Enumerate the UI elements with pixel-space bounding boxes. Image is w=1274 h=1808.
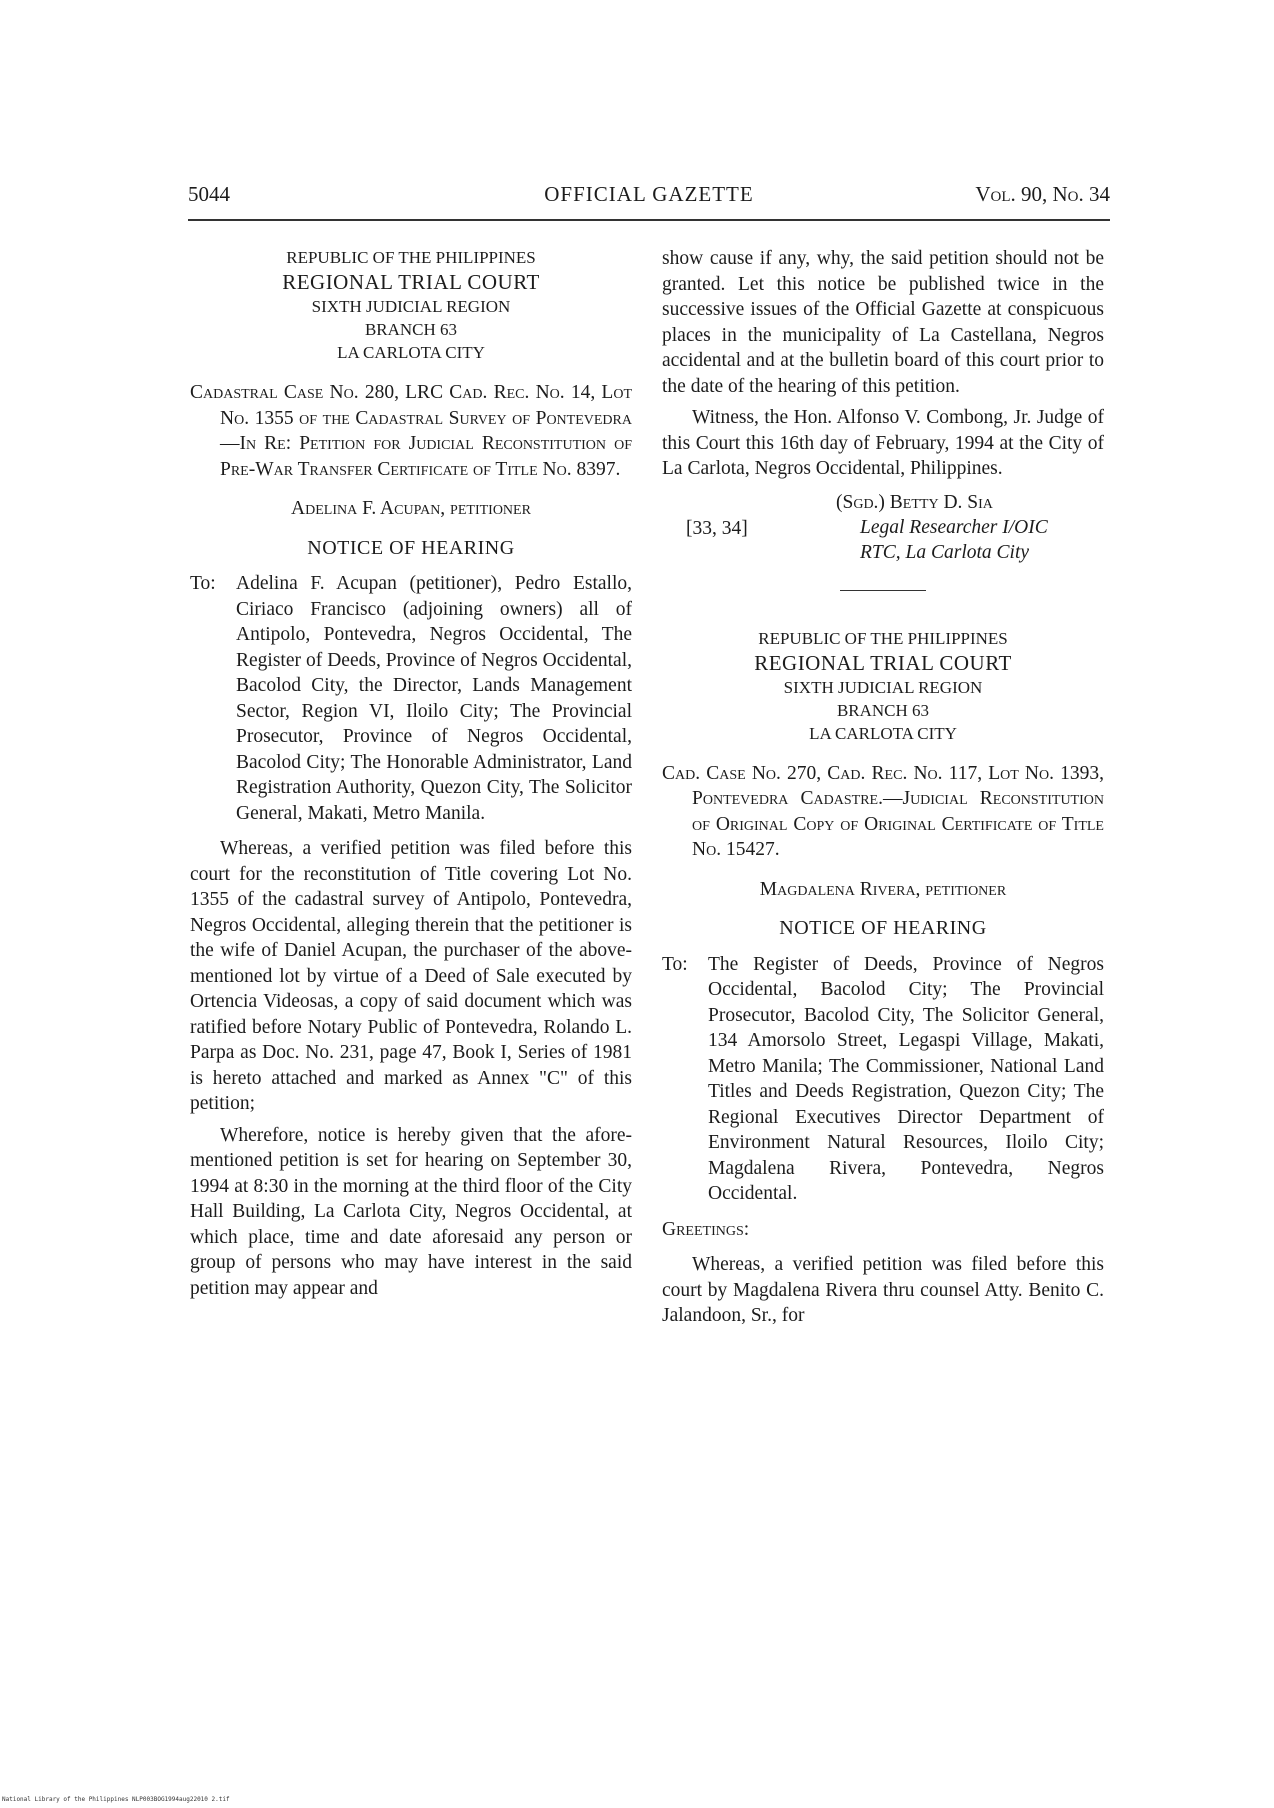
court-line-region: SIXTH JUDICIAL REGION — [783, 677, 983, 697]
gazette-title: OFFICIAL GAZETTE — [544, 182, 754, 206]
whereas-paragraph-1: Whereas, a verified petition was filed before this court for the reconstitution of Title covering Lot No. 1355 of the cadastral survey of Antipolo, Pontevedra, Negros Occidental, alleging therein that the petitioner is the wife of Daniel Acupan, the purchaser of the above-mentioned lot by virtue of a Deed of Sale executed by Ortencia Videosas, a copy of said document which was ratified before Notary Public of Pontevedra, Rolando L. Parpa as Doc. No. 231, page 47, Book I, Series of 1981 is hereto attached and marked as Annex "C" of this petition; — [190, 838, 632, 1114]
wherefore-paragraph-1: Wherefore, notice is hereby given that the afore-mentioned petition is set for hearing on September 30, 1994 at 8:30 in the morning at the third floor of the City Hall Building, La Carlota City, Negros Occidental, at which place, time and date aforesaid any person or group of persons who may have interest in the said petition may appear and — [190, 1124, 632, 1299]
signatory-title: Legal Researcher I/OIC — [860, 516, 1048, 538]
case-caption-2: Cad. Case No. 270, Cad. Rec. No. 117, Lot No. 1393, Pontevedra Cadastre.—Judicial Reconstitution of Original Copy of Original Certificate of Title No. 15427. — [662, 762, 1104, 860]
court-line-republic: REPUBLIC OF THE PHILIPPINES — [758, 628, 1008, 648]
court-line-city: LA CARLOTA CITY — [337, 343, 485, 362]
court-heading-1 — [190, 246, 632, 364]
court-line-region: SIXTH JUDICIAL REGION — [311, 297, 511, 316]
left-column — [190, 246, 632, 1307]
page-header — [188, 182, 1110, 212]
court-line-city: LA CARLOTA CITY — [809, 723, 957, 743]
whereas-paragraph-2: Whereas, a verified petition was filed before this court by Magdalena Rivera thru counsel Atty. Benito C. Jalandoon, Sr., for — [662, 1254, 1104, 1326]
signatory-office: RTC, La Carlota City — [860, 541, 1030, 563]
case-caption-1: Cadastral Case No. 280, LRC Cad. Rec. No. 14, Lot No. 1355 of the Cadastral Survey of Pontevedra—In Re: Petition for Judicial Reconstitution of Pre-War Transfer Certificate of Title No. 8397. — [190, 382, 632, 480]
addressees-1 — [190, 571, 632, 826]
continuation-paragraph-1: show cause if any, why, the said petition should not be granted. Let this notice be published twice in the successive issues of the Official Gazette at conspicuous places in the municipality of La Castellana, Negros accidental and at the bulletin board of this court prior to the date of the hearing of this petition. — [662, 248, 1104, 397]
signatory-name: (Sgd.) Betty D. Sia — [836, 491, 993, 513]
court-line-republic: REPUBLIC OF THE PHILIPPINES — [286, 248, 536, 267]
notice-separator — [840, 590, 926, 591]
greetings: Greetings: — [662, 1218, 750, 1240]
notice-title-1: NOTICE OF HEARING — [307, 536, 515, 559]
issue-bracket: [33, 34] — [686, 517, 748, 539]
to-label-2: To: — [662, 953, 688, 975]
court-line-rtc: REGIONAL TRIAL COURT — [282, 270, 540, 294]
scan-footer: National Library of the Philippines NLP003BOG1994aug22010 2.tif — [2, 1796, 230, 1803]
signature — [836, 490, 1048, 565]
addressees-2 — [662, 952, 1104, 1207]
page-number: 5044 — [188, 182, 230, 206]
witness-paragraph-1: Witness, the Hon. Alfonso V. Combong, Jr. Judge of this Court this 16th day of February, 1994 at the City of La Carlota, Negros Occidental, Philippines. — [662, 407, 1104, 479]
court-heading-2 — [662, 627, 1104, 745]
to-text-1: Adelina F. Acupan (petitioner), Pedro Estallo, Ciriaco Francisco (adjoining owners) all of Antipolo, Pontevedra, Negros Occidental, The Register of Deeds, Province of Negros Occidental, Bacolod City, the Director, Lands Management Sector, Region VI, Iloilo City; The Provincial Prosecutor, Province of Negros Occidental, Bacolod City; The Honorable Administrator, Land Registration Authority, Quezon City, The Solicitor General, Makati, Metro Manila. — [236, 573, 632, 824]
signature-block-1 — [662, 490, 1104, 568]
court-line-branch: BRANCH 63 — [364, 320, 458, 339]
petitioner-1: Adelina F. Acupan, petitioner — [291, 498, 531, 519]
court-line-rtc: REGIONAL TRIAL COURT — [754, 650, 1012, 675]
court-line-branch: BRANCH 63 — [836, 700, 930, 720]
volume-label: Vol. 90, No. 34 — [975, 182, 1110, 206]
to-text-2: The Register of Deeds, Province of Negros Occidental, Bacolod City; The Provincial Prosecutor, Bacolod City, The Solicitor General, 134 Amorsolo Street, Legaspi Village, Makati, Metro Manila; The Commissioner, National Land Titles and Deeds Registration, Quezon City; The Regional Executives Director Department of Environment Natural Resources, Iloilo City; Magdalena Rivera, Pontevedra, Negros Occidental. — [708, 953, 1104, 1204]
petitioner-2: Magdalena Rivera, petitioner — [759, 878, 1007, 900]
notice-title-2: NOTICE OF HEARING — [779, 917, 987, 939]
header-rule — [188, 219, 1110, 221]
right-column — [662, 246, 1104, 1335]
to-label-1: To: — [190, 573, 216, 594]
